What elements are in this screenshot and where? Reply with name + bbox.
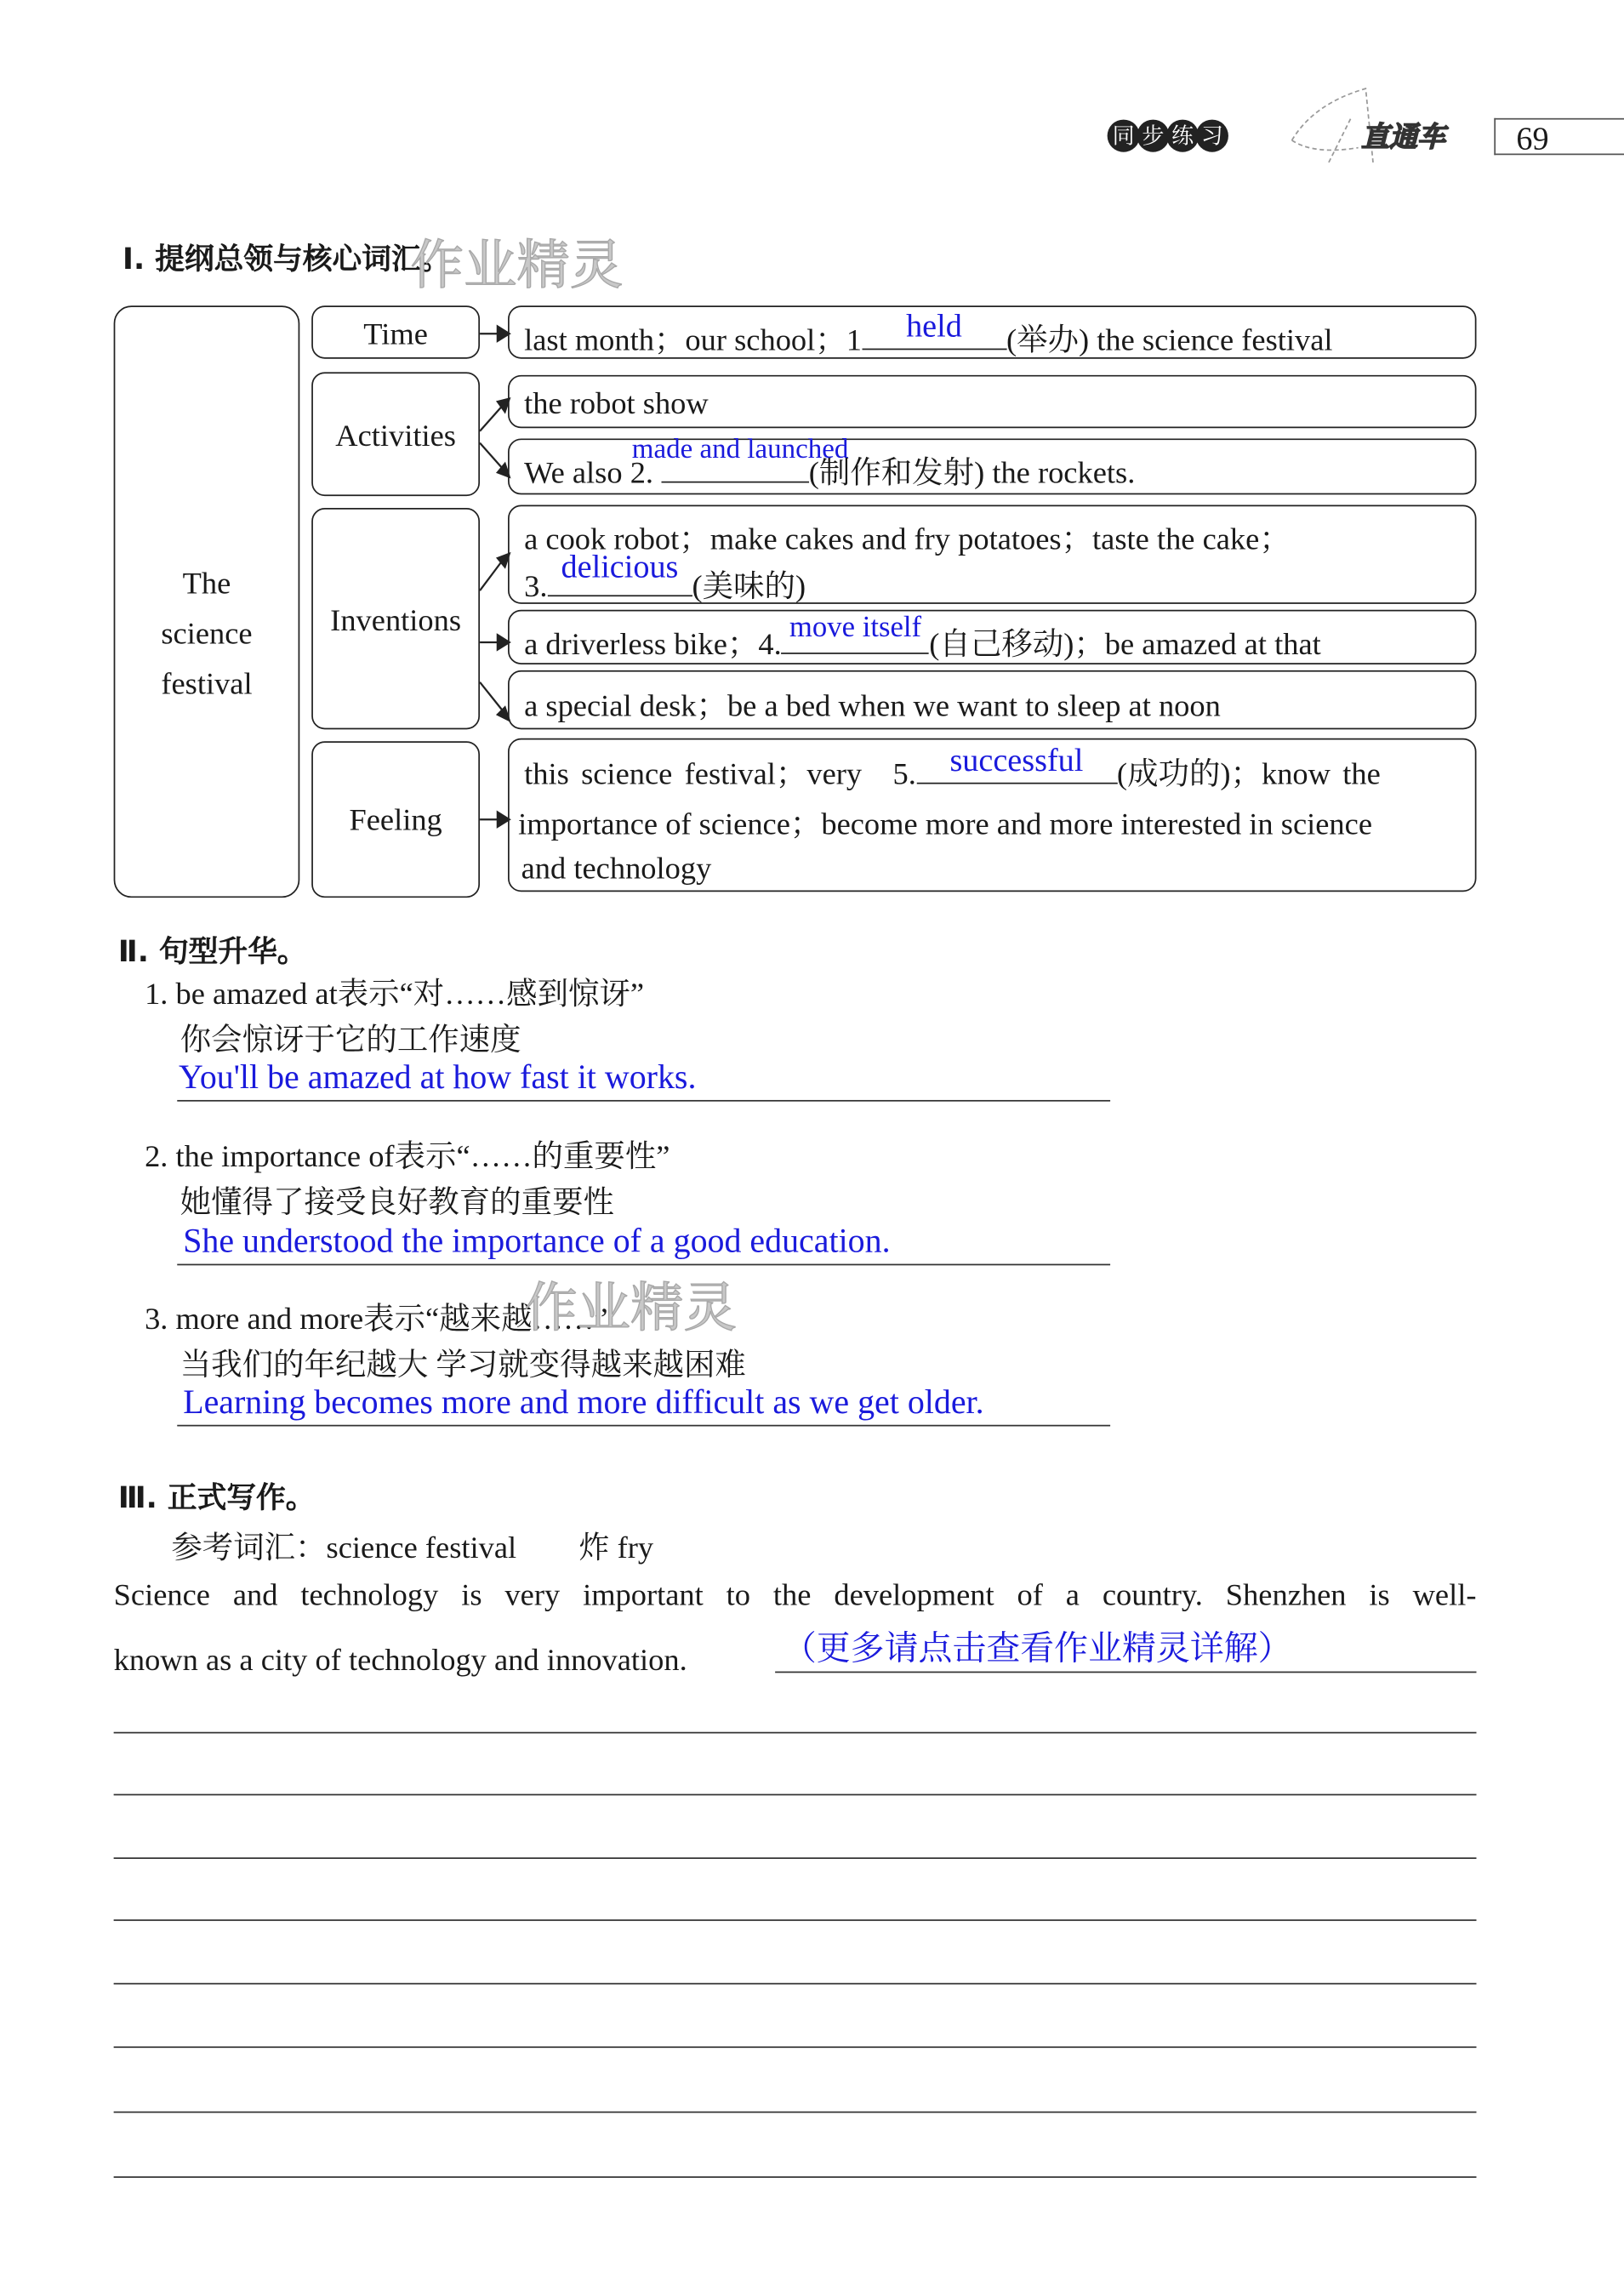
category-label: Activities xyxy=(335,418,456,453)
answer-4: move itself xyxy=(789,611,922,644)
row-text: a special desk；be a bed when we want to sleep at noon xyxy=(524,687,1221,724)
row-text: 3. xyxy=(524,568,548,604)
row-robot-show xyxy=(508,375,1476,428)
row-text: We also 2. xyxy=(524,454,654,491)
view-solution-link[interactable]: （更多请点击查看作业精灵详解） xyxy=(782,1629,1292,1669)
badge-char: 同 xyxy=(1108,120,1140,152)
root-box xyxy=(114,305,300,898)
row-text: the robot show xyxy=(524,385,709,421)
writing-line xyxy=(775,1672,1476,1673)
writing-line xyxy=(114,1857,1477,1859)
writing-line xyxy=(114,2176,1477,2178)
root-label: The science festival xyxy=(161,565,253,702)
answer-sentence-3: Learning becomes more and more difficult as we get older. xyxy=(183,1383,984,1421)
train-logo xyxy=(1285,74,1462,170)
answer-line xyxy=(177,1100,1110,1102)
writing-line xyxy=(114,1983,1477,1985)
category-activities xyxy=(311,372,480,496)
reference-vocab: 参考词汇：science festival 炸 fry xyxy=(171,1529,654,1565)
chinese-3: 当我们的年纪越大 学习就变得越来越困难 xyxy=(179,1346,746,1382)
answer-sentence-1: You'll be amazed at how fast it works. xyxy=(178,1058,697,1096)
answer-5: successful xyxy=(949,741,1084,778)
category-label: Feeling xyxy=(349,801,442,838)
row-rockets xyxy=(508,434,1476,494)
watermark: 作业精灵 xyxy=(410,236,624,297)
row-text: this science festival；very 5. xyxy=(524,755,916,792)
row-feeling xyxy=(508,738,1476,892)
row-text: (美味的) xyxy=(692,568,806,604)
writing-line xyxy=(114,1919,1477,1921)
answer-1: held xyxy=(906,306,962,345)
row-text: last month；our school；1 xyxy=(524,322,862,357)
writing-line xyxy=(114,1732,1477,1734)
pattern-3: 3. more and more表示“越来越……” xyxy=(145,1300,608,1337)
pattern-2: 2. the importance of表示“……的重要性” xyxy=(145,1138,670,1174)
paragraph-line-2: known as a city of technology and innovation. xyxy=(113,1641,687,1678)
row-special-desk xyxy=(508,670,1476,729)
category-label: Time xyxy=(363,316,428,352)
chinese-2: 她懂得了接受良好教育的重要性 xyxy=(179,1183,614,1220)
row-text: (制作和发射) the rockets. xyxy=(808,454,1136,491)
badge-char: 习 xyxy=(1196,120,1228,152)
answer-line xyxy=(177,1264,1110,1266)
pattern-1: 1. be amazed at表示“对……感到惊讶” xyxy=(145,976,645,1012)
badge-char: 练 xyxy=(1166,120,1199,152)
chinese-1: 你会惊讶于它的工作速度 xyxy=(179,1021,521,1057)
row-text: importance of science；become more and more interested in science xyxy=(518,806,1373,842)
blank-3 xyxy=(547,547,692,596)
badge-char: 步 xyxy=(1137,120,1169,152)
section1-title: Ⅰ. 提纲总领与核心词汇。 xyxy=(123,240,451,276)
category-feeling xyxy=(311,741,480,898)
blank-5 xyxy=(916,741,1117,784)
blank-4 xyxy=(782,611,930,654)
row-cook-robot xyxy=(508,505,1476,604)
row-text: (举办) the science festival xyxy=(1006,322,1333,357)
answer-3: delicious xyxy=(561,547,679,585)
sync-practice-badge xyxy=(1108,115,1226,151)
row-text: (自己移动)；be amazed at that xyxy=(929,625,1321,662)
page-number: 69 xyxy=(1516,119,1549,157)
blank-1 xyxy=(862,306,1006,350)
answer-sentence-2: She understood the importance of a good education. xyxy=(183,1222,891,1260)
section2-title: Ⅱ. 句型升华。 xyxy=(117,932,307,969)
answer-2: made and launched xyxy=(631,434,849,465)
category-time xyxy=(311,305,480,358)
row-text: a driverless bike；4. xyxy=(524,625,782,662)
watermark: 作业精灵 xyxy=(524,1278,738,1340)
row-driverless-bike xyxy=(508,610,1476,664)
writing-line xyxy=(114,2112,1477,2113)
writing-line xyxy=(114,1794,1477,1796)
category-label: Inventions xyxy=(330,602,462,638)
section3-title: Ⅲ. 正式写作。 xyxy=(117,1479,316,1515)
writing-line xyxy=(114,2046,1477,2048)
paragraph-line-1: Science and technology is very important to the development of a country. Shenzhen is well- xyxy=(113,1576,1477,1613)
category-inventions xyxy=(311,508,480,729)
row-time xyxy=(508,305,1476,358)
row-text: a cook robot；make cakes and fry potatoes；taste the cake； xyxy=(524,521,1291,557)
answer-line xyxy=(177,1425,1110,1427)
logo-text: 直通车 xyxy=(1361,121,1446,154)
row-text: and technology xyxy=(521,850,712,886)
row-text: (成功的)；know the xyxy=(1116,755,1381,792)
